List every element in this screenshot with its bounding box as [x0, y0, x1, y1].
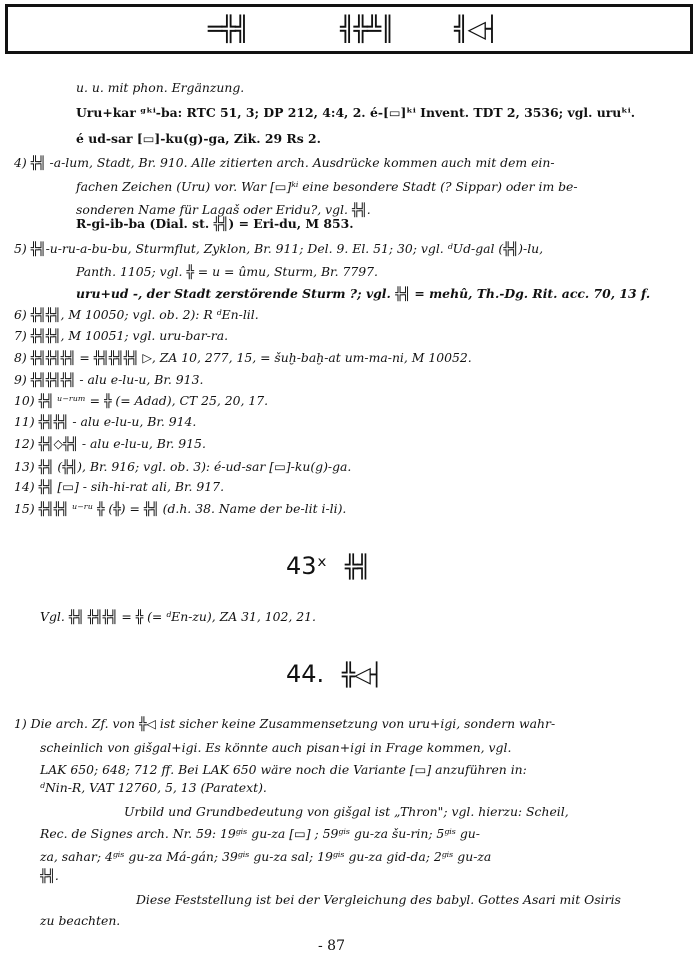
- section-44-line: ╬╣.: [40, 868, 59, 883]
- entry-line: R-gi-ib-ba (Dial. st. ╬╣) = Eri-du, M 853.: [76, 216, 354, 231]
- entry-line: 6) ╬╣╬╣, M 10050; vgl. ob. 2): R ᵈEn-lil.: [14, 307, 259, 322]
- section-44-line: Urbild und Grundbedeutung von gišgal ist „Thron"; vgl. hierzu: Scheil,: [124, 804, 569, 819]
- section-44-line: Diese Feststellung ist bei der Vergleichung des babyl. Gottes Asari mit Osiris: [136, 892, 621, 907]
- entry-line: 8) ╬╣╬╣╬╣ = ╬╣╬╣╬╣ ▷, ZA 10, 277, 15, = šuḫ-baḫ-at um-ma-ni, M 10052.: [14, 350, 472, 365]
- section-44-line: za, sahar; 4ᵍⁱˢ gu-za Má-gán; 39ᵍⁱˢ gu-za sal; 19ᵍⁱˢ gu-za gid-da; 2ᵍⁱˢ gu-za: [40, 849, 492, 864]
- entry-line: 10) ╬╣ ᵘ⁻ʳᵘᵐ = ╬ (= Adad), CT 25, 20, 17.: [14, 393, 269, 408]
- entry-line: 4) ╬╣ -a-lum, Stadt, Br. 910. Alle zitierten arch. Ausdrücke kommen auch mit dem ein-: [14, 155, 555, 170]
- section-44-line: zu beachten.: [40, 913, 121, 928]
- entry-line: Panth. 1105; vgl. ╬ = u = ûmu, Sturm, Br. 7797.: [76, 264, 378, 279]
- entry-line: 15) ╬╣╬╣ ᵘ⁻ʳᵘ ╬ (╬) = ╬╣ (d.h. 38. Name der be-lit i-li).: [14, 501, 347, 516]
- entry-line: u. u. mit phon. Ergänzung.: [76, 80, 245, 95]
- section-44-line: scheinlich von gišgal+igi. Es könnte auch pisan+igi in Frage kommen, vgl.: [40, 740, 512, 755]
- entry-line: fachen Zeichen (Uru) vor. War [▭]ᵏⁱ eine besondere Stadt (? Sippar) oder im be-: [76, 179, 578, 194]
- entry-line: 9) ╬╣╬╣╬╣ - alu e-lu-u, Br. 913.: [14, 372, 204, 387]
- section-sign: ╬╣: [344, 555, 370, 580]
- entry-line: sonderen Name für Lagaš oder Eridu?, vgl. ╬╣.: [76, 202, 371, 217]
- entry-line: 7) ╬╣╬╣, M 10051; vgl. uru-bar-ra.: [14, 328, 229, 343]
- entry-line: é ud-sar [▭]-ku(g)-ga, Zik. 29 Rs 2.: [76, 131, 321, 146]
- header-box: [5, 4, 693, 54]
- section-44-title: [286, 660, 383, 688]
- entry-line: 5) ╬╣-u-ru-a-bu-bu, Sturmflut, Zyklon, Br. 911; Del. 9. El. 51; 30; vgl. ᵈUd-gal (╬╣)-lu,: [14, 241, 544, 256]
- entry-line: 13) ╬╣ (╬╣), Br. 916; vgl. ob. 3): é-ud-sar [▭]-ku(g)-ga.: [14, 459, 352, 474]
- entry-line: 11) ╬╣╬╣ - alu e-lu-u, Br. 914.: [14, 414, 197, 429]
- entry-line: Uru+kar ᵍᵏⁱ-ba: RTC 51, 3; DP 212, 4:4, 2. é-[▭]ᵏⁱ Invent. TDT 2, 3536; vgl. uruᵏⁱ.: [76, 105, 636, 120]
- entry-line: 12) ╬╣◇╬╣ - alu e-lu-u, Br. 915.: [14, 436, 206, 451]
- entry-line: uru+ud -, der Stadt zerstörende Sturm ?; vgl. ╬╣ = mehû, Th.-Dg. Rit. acc. 70, 13 f.: [76, 286, 651, 301]
- page-number: - 87: [318, 938, 345, 954]
- section-number: 43ˣ: [286, 552, 328, 580]
- section-44-line: Rec. de Signes arch. Nr. 59: 19ᵍⁱˢ gu-za [▭] ; 59ᵍⁱˢ gu-za šu-rin; 5ᵍⁱˢ gu-: [40, 826, 480, 841]
- section-44-line: LAK 650; 648; 712 ff. Bei LAK 650 wäre noch die Variante [▭] anzuführen in:: [40, 762, 527, 777]
- section-44-line: 1) Die arch. Zf. von ╬◁ ist sicher keine Zusammensetzung von uru+igi, sondern wahr-: [14, 716, 556, 731]
- section-number: 44.: [286, 660, 325, 688]
- header-sign-2: ╣╬╩║: [340, 15, 394, 43]
- section-sign: ╬◁┤: [341, 663, 383, 688]
- header-sign-3: ╣◁┤: [454, 15, 499, 43]
- header-sign-1: ═╬╣: [208, 15, 249, 43]
- section-44-line: ᵈNin-R, VAT 12760, 5, 13 (Paratext).: [40, 780, 267, 795]
- section-43x-title: [286, 552, 370, 580]
- section-43x-line: Vgl. ╬╣ ╬╣╬╣ = ╬ (= ᵈEn-zu), ZA 31, 102, 21.: [40, 609, 316, 624]
- entry-line: 14) ╬╣ [▭] - sih-hi-rat ali, Br. 917.: [14, 479, 225, 494]
